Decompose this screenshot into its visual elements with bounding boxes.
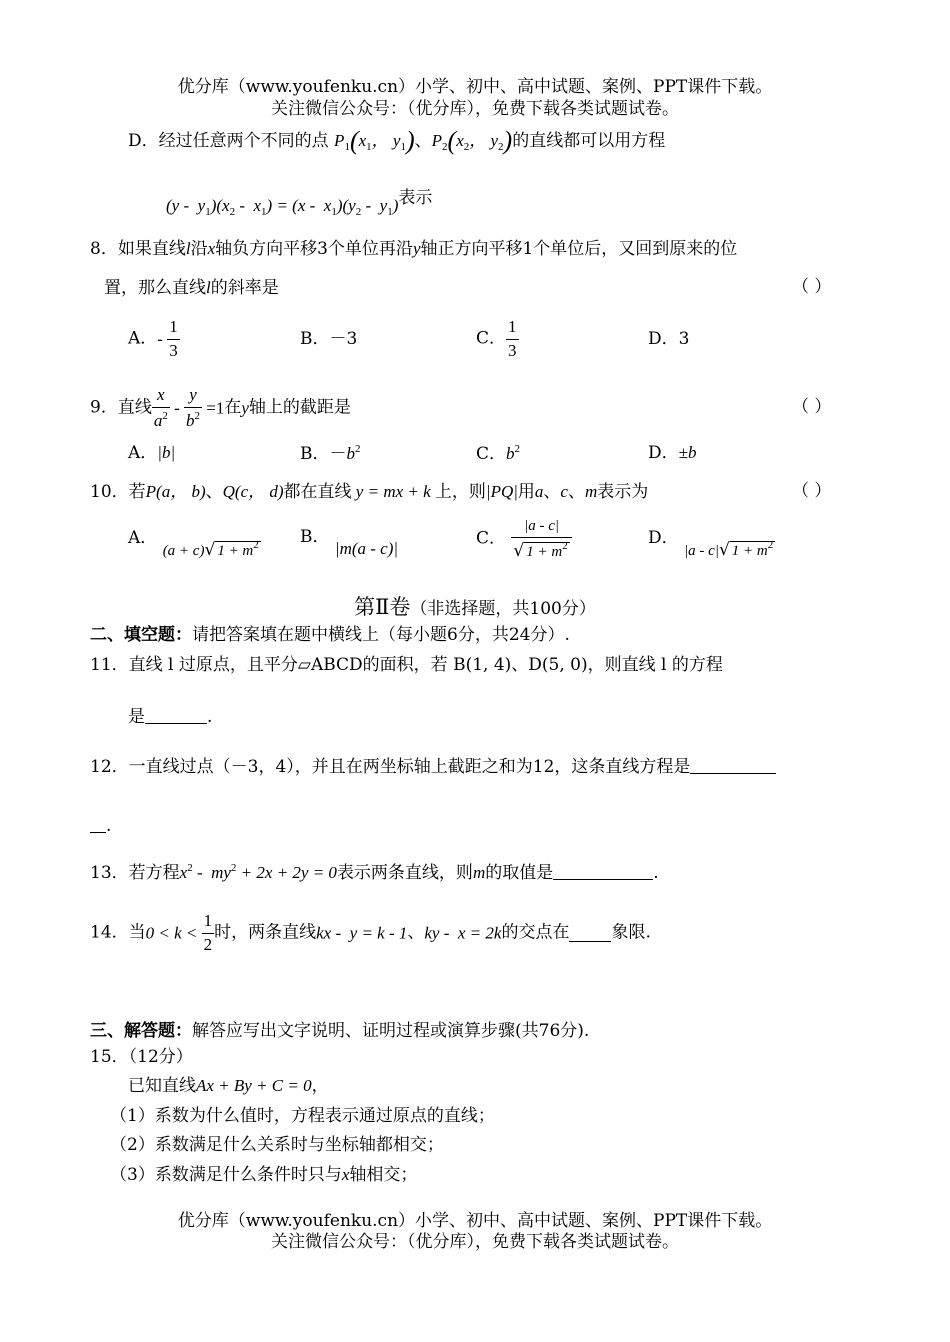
q14-text-d: 象限. bbox=[611, 922, 651, 943]
q14-line: 14．当0 < k < $\frac{1}{2}$ 时，两条直线kx - y = k - 1、ky - x = 2k的交点在 象限. bbox=[90, 911, 651, 954]
q14-sep: 、 bbox=[407, 922, 425, 943]
q8-opt-a-label: A． bbox=[128, 328, 158, 349]
q9-line: 9．直线 $\frac{x}{a^2}$ - $\frac{y}{b^2}$ =1在y轴上的截距是 bbox=[90, 385, 351, 430]
q9-answer-paren: （ ） bbox=[792, 397, 832, 417]
q10-text-c: 上，则 bbox=[434, 482, 486, 502]
q7d-formula: $(y - y_1)(x_2 - x_1) = (x - x_1)(y_2 - y_1)$ bbox=[166, 196, 399, 218]
q15-stem-b: ， bbox=[311, 1076, 329, 1096]
q12-answer-blank-cont[interactable] bbox=[90, 816, 106, 833]
q10-answer-paren: （ ） bbox=[792, 481, 832, 501]
q10-opt-a-label: A． bbox=[128, 528, 158, 548]
part2-subtitle: （非选择题，共100分） bbox=[410, 599, 596, 619]
q11-answer-blank[interactable] bbox=[145, 707, 207, 724]
q10-option-a: A． (a + c)√ $1 + m^2$ bbox=[128, 528, 259, 560]
q15-number: 15．（12分） bbox=[90, 1047, 193, 1067]
q10-text-b: 都在直线 bbox=[283, 482, 352, 502]
q13-text-c: 的取值是 bbox=[485, 863, 554, 883]
q15-stem-a: 已知直线 bbox=[128, 1076, 196, 1096]
q12-line-1 bbox=[90, 757, 776, 776]
q15-item-2: （2）系数满足什么关系时与坐标轴都相交； bbox=[110, 1135, 444, 1155]
q15-item3-a: （3）系数满足什么条件时只与 bbox=[110, 1165, 342, 1185]
q14-text-c: 的交点在 bbox=[501, 922, 570, 943]
q10-option-b: B． |m(a - c)| bbox=[300, 527, 399, 558]
q8-line2-text: 置，那么直线 bbox=[104, 278, 206, 298]
q10-number: 10． bbox=[90, 482, 129, 502]
q10-opt-d-label: D． bbox=[648, 528, 679, 548]
q10-text-a: 若 bbox=[128, 482, 146, 502]
footer-line-1: 优分库（www.youfenku.cn）小学、初中、高中试题、案例、PPT课件下载。 bbox=[177, 1211, 773, 1231]
q11-line2-text: 是 bbox=[128, 707, 145, 727]
q12-line-2 bbox=[90, 816, 111, 835]
section-3-instruction: 解答应写出文字说明、证明过程或演算步骤(共76分). bbox=[192, 1021, 590, 1041]
q8-text: 如果直线 bbox=[117, 239, 186, 259]
footer-line-2: 关注微信公众号：（优分库），免费下载各类试题试卷。 bbox=[271, 1232, 679, 1252]
q14-text-b: 时，两条直线 bbox=[214, 922, 317, 943]
q8-line2-tail: 的斜率是 bbox=[210, 278, 279, 298]
q8-option-c: C． $\frac{1}{3}$ bbox=[476, 317, 517, 360]
q8-line-2: 置，那么直线l的斜率是 bbox=[104, 278, 279, 298]
q13-line: 13．若方程$x^2 - my^2 + 2x + 2y = 0$表示两条直线，则m的取值是 . bbox=[90, 862, 659, 883]
q9-text-c: 轴上的截距是 bbox=[248, 397, 351, 418]
q13-text-a: 13．若方程 bbox=[90, 863, 180, 883]
q10-opt-c-label: C． bbox=[476, 528, 507, 549]
q9-option-b: B．$-b^2$ bbox=[300, 443, 361, 464]
section-3-heading bbox=[90, 1023, 589, 1040]
q9-number: 9． bbox=[90, 397, 118, 418]
q9-text-b: 在 bbox=[224, 397, 242, 418]
q9-option-d: D．±b bbox=[648, 443, 697, 463]
q13-answer-blank[interactable] bbox=[553, 863, 653, 880]
section-3-title: 三、解答题： bbox=[90, 1021, 192, 1041]
header-line-1: 优分库（www.youfenku.cn）小学、初中、高中试题、案例、PPT课件下载。 bbox=[177, 77, 773, 97]
part2-title-text: 第Ⅱ卷 bbox=[354, 595, 411, 619]
q12-end: . bbox=[106, 816, 112, 836]
q15-stem: 已知直线Ax + By + C = 0， bbox=[128, 1076, 329, 1096]
section-2-title: 二、填空题： bbox=[90, 625, 192, 645]
q10-text-d: 用 bbox=[517, 482, 535, 502]
q14-text-a: 14．当 bbox=[90, 922, 146, 943]
q8-answer-paren: （ ） bbox=[792, 277, 832, 297]
q7d-tail2: 表示 bbox=[398, 188, 433, 208]
q10-option-d: D． |a - c|√ $1 + m^2$ bbox=[648, 528, 774, 560]
q15-item-1: （1）系数为什么值时，方程表示通过原点的直线； bbox=[110, 1106, 495, 1126]
q7d-tail: 的直线都可以用方程 bbox=[512, 131, 666, 151]
q8-opt-c-label: C． bbox=[476, 328, 507, 349]
q10-option-c: C． $\frac{|a - c|}{√ 1 + m^2}$ bbox=[476, 518, 572, 560]
q15-item-3: （3）系数满足什么条件时只与x轴相交； bbox=[110, 1165, 418, 1185]
q8-text-b: 沿 bbox=[190, 239, 208, 259]
q9-option-c: C．$b^2$ bbox=[476, 443, 521, 464]
q8-number: 8． bbox=[90, 239, 118, 259]
q10-opt-b-label: B． bbox=[300, 527, 330, 547]
q9-opt-c-label: C． bbox=[476, 444, 507, 464]
q8-line-1: 8．如果直线l沿x轴负方向平移3个单位再沿y轴正方向平移1个单位后，又回到原来的位 bbox=[90, 239, 738, 259]
q15-item3-b: 轴相交； bbox=[349, 1165, 418, 1185]
q9-option-a: A．|b| bbox=[128, 443, 176, 463]
q7d-label: D．经过任意两个不同的点 bbox=[128, 131, 329, 151]
q7-option-d bbox=[128, 128, 665, 154]
q10-text-e: 表示为 bbox=[597, 482, 649, 502]
q12-text: 12．一直线过点（－3，4），并且在两坐标轴上截距之和为12，这条直线方程是 bbox=[90, 757, 691, 777]
q11-line-2 bbox=[128, 707, 212, 726]
q8-option-b: B．－3 bbox=[300, 329, 358, 349]
section-2-heading bbox=[90, 627, 570, 644]
q11-line-1: 11．直线 l 过原点，且平分▱ABCD的面积，若 B(1, 4)、D(5, 0)，则直线 l 的方程 bbox=[90, 655, 723, 675]
q9-opt-b-label: B．－ bbox=[300, 444, 347, 464]
q7d-points: $P_1(x_1$， $y_1$)、$P_2(x_2$， $y_2$) bbox=[334, 126, 513, 155]
q13-text-b: 表示两条直线，则 bbox=[336, 863, 473, 883]
q12-answer-blank[interactable] bbox=[690, 757, 776, 774]
q8-option-d: D．3 bbox=[648, 329, 690, 349]
q14-answer-blank[interactable] bbox=[569, 925, 611, 942]
q11-end: . bbox=[207, 707, 213, 727]
q7d-equation bbox=[166, 190, 432, 218]
q8-text-c: 轴负方向平移3个单位再沿 bbox=[215, 239, 413, 259]
q13-end: . bbox=[653, 863, 659, 883]
header-line-2: 关注微信公众号：（优分库），免费下载各类试题试卷。 bbox=[271, 99, 679, 119]
section-2-instruction: 请把答案填在题中横线上（每小题6分，共24分）. bbox=[192, 625, 570, 645]
q8-text-d: 轴正方向平移1个单位后，又回到原来的位 bbox=[420, 239, 738, 259]
q10-line: 10．若P(a， b)、Q(c， d)都在直线 y = mx + k 上，则|PQ|用a、c、m表示为 bbox=[90, 482, 649, 502]
q8-option-a: A．- $\frac{1}{3}$ bbox=[128, 317, 178, 360]
q9-text-a: 直线 bbox=[117, 397, 152, 418]
q9-opt-d-label: D． bbox=[648, 443, 679, 463]
part2-title bbox=[0, 597, 950, 618]
q9-opt-a-label: A． bbox=[128, 443, 158, 463]
